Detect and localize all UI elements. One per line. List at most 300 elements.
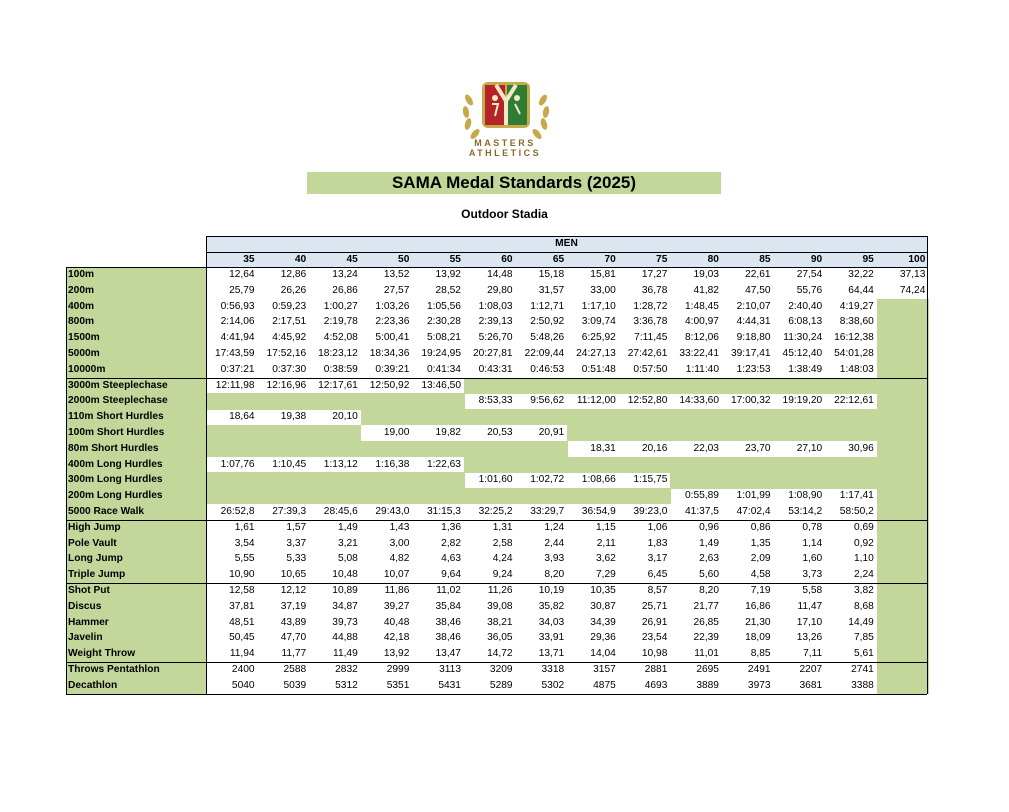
table-cell: 33:22,41 [679,348,719,359]
event-label: Javelin [68,632,103,644]
table-cell: 2,58 [492,537,513,549]
age-header: 65 [552,253,565,265]
table-cell: 32,22 [848,269,874,280]
table-cell: 1:13,12 [323,458,358,470]
empty-cell-fill [309,488,361,504]
empty-cell-fill [412,409,464,425]
table-cell: 54:01,28 [834,348,874,359]
table-cell: 1:15,75 [633,474,668,486]
table-cell: 12,64 [229,269,255,280]
table-cell: 12,86 [280,269,307,280]
table-cell: 4:44,31 [736,316,771,328]
header-top-line [206,236,927,237]
empty-cell-fill [722,425,774,441]
age-header: 95 [862,253,874,265]
table-cell: 1,24 [544,521,565,533]
empty-cell-fill [670,425,722,441]
table-cell: 12:50,92 [369,379,410,391]
empty-cell-fill [206,441,258,457]
empty-cell-fill [877,330,929,346]
empty-cell-fill [877,425,929,441]
table-cell: 10,48 [332,569,358,581]
empty-cell-fill [877,599,929,615]
table-cell: 7,19 [750,585,771,596]
empty-cell-fill [516,488,568,504]
table-cell: 1:07,76 [220,458,255,470]
empty-cell-fill [412,393,464,409]
table-cell: 20,10 [332,411,358,423]
empty-cell-fill [722,378,774,394]
table-cell: 5039 [283,679,307,691]
empty-cell-fill [825,378,877,394]
table-cell: 12,58 [229,585,255,596]
event-label: Hammer [68,616,109,628]
table-cell: 2207 [799,664,823,675]
empty-cell-fill [619,409,671,425]
table-cell: 2,63 [699,553,719,565]
table-cell: 0:39:21 [375,363,410,375]
table-cell: 6:25,92 [581,332,616,344]
empty-cell-fill [774,409,826,425]
table-cell: 17,10 [796,616,823,628]
empty-cell-fill [774,472,826,488]
table-cell: 3209 [489,664,513,675]
table-cell: 11,86 [384,585,410,596]
empty-cell-fill [464,409,516,425]
table-cell: 7,29 [595,569,616,581]
table-cell: 18,31 [590,442,616,454]
event-label: 400m Long Hurdles [68,458,163,470]
table-cell: 5,60 [699,569,719,581]
table-cell: 1:03,26 [375,300,410,312]
table-cell: 5351 [386,679,410,691]
table-cell: 5,58 [802,585,823,596]
event-label: High Jump [68,521,121,533]
empty-cell-fill [722,409,774,425]
table-cell: 1:00,27 [323,300,358,312]
table-cell: 2741 [851,664,874,675]
table-cell: 0:59,23 [272,300,307,312]
table-cell: 1,61 [234,521,255,533]
table-cell: 3,17 [647,553,668,565]
page-title: SAMA Medal Standards (2025) [307,172,721,194]
table-right-line [927,236,928,694]
age-header: 35 [243,253,255,265]
table-cell: 19,03 [693,269,719,280]
table-cell: 9,64 [441,569,461,581]
table-cell: 15,81 [590,269,616,280]
empty-cell-fill [516,378,568,394]
table-cell: 9:56,62 [530,395,565,407]
table-cell: 2,82 [441,537,461,549]
table-cell: 25,71 [641,600,668,612]
table-cell: 0:43:31 [478,363,513,375]
event-label: 110m Short Hurdles [68,411,164,423]
table-cell: 5302 [541,679,565,691]
table-cell: 11,01 [694,648,719,660]
table-cell: 33:29,7 [530,506,565,517]
table-cell: 4:45,92 [272,332,307,344]
event-label: 10000m [68,363,106,375]
table-cell: 34,03 [538,616,565,628]
empty-cell-fill [877,646,929,662]
table-cell: 58:50,2 [839,506,874,517]
age-header: 55 [449,253,461,265]
table-cell: 9,24 [492,569,513,581]
table-cell: 0:56,93 [220,300,255,312]
empty-cell-fill [464,457,516,473]
table-cell: 1,49 [699,537,719,549]
table-cell: 1:17,41 [839,490,874,502]
table-cell: 19:24,95 [421,348,461,359]
age-header: 50 [398,253,410,265]
empty-cell-fill [412,488,464,504]
table-cell: 47:02,4 [736,506,771,517]
table-cell: 53:14,2 [788,506,823,517]
event-label: 400m [68,300,95,312]
empty-cell-fill [877,504,929,520]
empty-cell-fill [825,472,877,488]
table-cell: 19,38 [280,411,307,423]
table-cell: 3113 [439,664,461,675]
table-cell: 18,09 [745,632,771,644]
empty-cell-fill [309,441,361,457]
empty-cell-fill [825,457,877,473]
table-cell: 20:27,81 [472,348,513,359]
empty-cell-fill [670,409,722,425]
empty-cell-fill [206,393,258,409]
table-cell: 1:12,71 [530,300,565,312]
table-cell: 1,83 [647,537,668,549]
table-cell: 1:48,45 [684,300,719,312]
table-cell: 0:37:21 [220,363,255,375]
table-cell: 1,57 [286,521,307,533]
empty-cell-fill [258,393,310,409]
table-cell: 8,20 [699,585,719,596]
empty-cell-fill [877,378,929,394]
table-cell: 13,24 [332,269,358,280]
empty-cell-fill [670,378,722,394]
table-cell: 39,27 [383,600,410,612]
table-cell: 25,79 [229,284,255,296]
table-cell: 27,10 [796,442,823,454]
table-cell: 0,69 [853,521,874,533]
table-cell: 2,24 [853,569,874,581]
table-cell: 16,86 [745,600,771,612]
table-cell: 19,82 [435,427,461,438]
empty-cell-fill [412,472,464,488]
empty-cell-fill [206,488,258,504]
table-cell: 14:33,60 [679,395,719,407]
empty-cell-fill [619,457,671,473]
page-subtitle: Outdoor Stadia [461,207,548,221]
empty-cell-fill [567,488,619,504]
table-cell: 44,88 [332,632,358,644]
table-cell: 0:38:59 [323,363,358,375]
table-cell: 4,63 [441,553,461,565]
group-divider [66,662,927,663]
table-cell: 36,05 [487,632,513,644]
table-cell: 37,19 [280,600,307,612]
empty-cell-fill [516,441,568,457]
table-cell: 5:26,70 [478,332,513,344]
table-cell: 18:34,36 [369,348,410,359]
table-cell: 11:12,00 [576,395,616,407]
table-cell: 13,92 [435,269,461,280]
table-cell: 0:55,89 [684,490,719,502]
table-cell: 41:37,5 [684,506,719,517]
table-cell: 1,36 [441,521,461,533]
table-cell: 4:41,94 [220,332,255,344]
table-cell: 4:00,97 [684,316,719,328]
table-cell: 10,89 [332,585,358,596]
empty-cell-fill [258,472,310,488]
header-mid-line [206,252,927,253]
empty-cell-fill [877,520,929,536]
event-label: 2000m Steeplechase [68,395,168,407]
table-cell: 4875 [593,679,616,691]
table-cell: 1:01,60 [478,474,513,486]
table-cell: 3157 [593,664,616,675]
table-cell: 3:09,74 [581,316,616,328]
table-cell: 5431 [438,679,461,691]
table-cell: 27,57 [383,284,410,296]
table-cell: 3,62 [595,553,616,565]
table-cell: 33,00 [590,284,616,296]
table-cell: 33,91 [538,632,565,644]
table-cell: 47,70 [280,632,307,644]
empty-cell-fill [619,488,671,504]
table-cell: 34,87 [332,600,358,612]
table-cell: 11,49 [333,648,358,660]
table-cell: 8:53,33 [478,395,513,407]
empty-cell-fill [877,409,929,425]
table-cell: 6,45 [647,569,668,581]
table-cell: 1:01,99 [736,490,771,502]
table-cell: 26,86 [332,284,358,296]
table-cell: 27,54 [796,269,823,280]
table-cell: 1:08,66 [581,474,616,486]
event-label: 100m [68,269,95,280]
event-label: 5000 Race Walk [68,506,145,517]
event-label: 3000m Steeplechase [68,379,168,391]
table-cell: 17:52,16 [266,348,307,359]
table-cell: 22:09,44 [524,348,565,359]
table-cell: 0:51:48 [581,363,616,375]
table-cell: 28:45,6 [323,506,358,517]
table-cell: 24:27,13 [576,348,616,359]
table-cell: 38,46 [435,616,461,628]
table-cell: 35,82 [538,600,565,612]
table-cell: 39,08 [487,600,513,612]
table-cell: 0,96 [699,521,719,533]
empty-cell-fill [361,409,413,425]
empty-cell-fill [877,630,929,646]
event-label: Triple Jump [68,569,126,581]
table-cell: 18,64 [229,411,255,423]
table-cell: 4:19,27 [839,300,874,312]
table-cell: 22,61 [745,269,771,280]
table-cell: 1:22,63 [426,458,461,470]
table-cell: 13,52 [383,269,410,280]
table-cell: 17:43,59 [214,348,255,359]
empty-cell-fill [722,457,774,473]
table-cell: 2400 [231,664,255,675]
table-cell: 10,90 [229,569,255,581]
empty-cell-fill [774,457,826,473]
table-cell: 0:46:53 [530,363,565,375]
event-label: 800m [68,316,95,328]
table-cell: 2588 [283,664,307,675]
table-cell: 38,21 [487,616,513,628]
empty-cell-fill [774,378,826,394]
empty-cell-fill [516,457,568,473]
table-cell: 1,06 [647,521,668,533]
table-cell: 32:25,2 [478,506,513,517]
table-cell: 17,27 [641,269,668,280]
table-cell: 0,92 [853,537,874,549]
empty-cell-fill [877,457,929,473]
table-cell: 29,80 [487,284,513,296]
label-right-line [206,236,207,694]
table-cell: 21,30 [745,616,771,628]
event-label: Shot Put [68,585,110,596]
group-divider [66,583,927,584]
table-cell: 10,65 [280,569,307,581]
event-label: Discus [68,600,102,612]
empty-cell-fill [877,472,929,488]
table-cell: 43,89 [280,616,307,628]
table-cell: 0:41:34 [426,363,461,375]
table-cell: 38,46 [435,632,461,644]
age-header: 100 [908,253,926,265]
table-cell: 6:08,13 [788,316,823,328]
table-cell: 17:00,32 [730,395,771,407]
table-cell: 26:52,8 [220,506,255,517]
table-cell: 39,73 [332,616,358,628]
table-cell: 13,26 [796,632,823,644]
table-cell: 31:15,3 [426,506,461,517]
table-cell: 1:11:40 [685,363,719,375]
men-header: MEN [555,238,578,250]
table-cell: 10,35 [590,585,616,596]
empty-cell-fill [258,425,310,441]
empty-cell-fill [361,472,413,488]
table-cell: 29,36 [590,632,616,644]
table-cell: 1:48:03 [839,363,874,375]
empty-cell-fill [619,425,671,441]
table-cell: 1:23:53 [736,363,771,375]
table-cell: 5040 [231,679,255,691]
table-cell: 1,10 [853,553,874,565]
table-cell: 12:52,80 [627,395,668,407]
table-cell: 7,85 [853,632,874,644]
table-cell: 9:18,80 [736,332,771,344]
table-cell: 27:39,3 [272,506,307,517]
table-cell: 19:19,20 [782,395,823,407]
table-cell: 10,07 [383,569,410,581]
empty-cell-fill [412,441,464,457]
table-cell: 23,70 [745,442,771,454]
table-cell: 14,49 [848,616,874,628]
table-cell: 2,11 [596,537,616,549]
table-cell: 22,39 [693,632,719,644]
table-cell: 2:40,40 [788,300,823,312]
table-cell: 2:19,78 [323,316,358,328]
table-cell: 2:17,51 [272,316,307,328]
table-cell: 11:30,24 [783,332,823,344]
table-cell: 11,47 [797,600,823,612]
table-cell: 74,24 [899,284,926,296]
table-cell: 8,68 [853,600,874,612]
empty-cell-fill [361,393,413,409]
age-header: 85 [759,253,771,265]
table-cell: 3,21 [337,537,358,549]
table-cell: 0:37:30 [272,363,307,375]
table-cell: 2,44 [544,537,565,549]
table-cell: 5,55 [234,553,255,565]
empty-cell-fill [258,441,310,457]
empty-cell-fill [877,662,929,678]
table-cell: 3318 [541,664,565,675]
table-cell: 14,72 [487,648,513,660]
empty-cell-fill [567,378,619,394]
table-cell: 13,92 [383,648,410,660]
table-cell: 4693 [644,679,668,691]
event-label: 200m [68,284,95,296]
table-cell: 11,77 [281,648,307,660]
table-cell: 3,37 [286,537,307,549]
table-cell: 2:30,28 [426,316,461,328]
table-cell: 22:12,61 [834,395,874,407]
table-cell: 2:23,36 [375,316,410,328]
logo-text: MASTERS ATHLETICS [468,138,542,158]
table-cell: 2881 [644,664,668,675]
table-cell: 26,91 [641,616,668,628]
table-cell: 7:11,45 [634,332,668,344]
table-cell: 21,77 [693,600,719,612]
table-cell: 5,08 [337,553,358,565]
table-cell: 5,33 [286,553,307,565]
table-cell: 5312 [335,679,358,691]
event-label: Pole Vault [68,537,117,549]
empty-cell-fill [877,678,929,694]
group-divider [66,520,927,521]
event-label: Weight Throw [68,648,136,660]
table-cell: 18:23,12 [318,348,358,359]
table-cell: 1:10,45 [272,458,307,470]
table-cell: 23,54 [641,632,668,644]
table-cell: 13,71 [538,648,565,660]
table-cell: 1,15 [595,521,616,533]
table-cell: 4,24 [492,553,513,565]
table-cell: 5:00,41 [375,332,410,344]
table-cell: 1,49 [337,521,358,533]
empty-cell-fill [877,536,929,552]
table-cell: 12:11,98 [215,379,255,391]
table-cell: 0,86 [750,521,771,533]
table-cell: 10,98 [641,648,668,660]
table-cell: 22,03 [693,442,719,454]
empty-cell-fill [464,378,516,394]
table-bottom-line [66,694,927,695]
table-cell: 1:08,90 [788,490,823,502]
table-cell: 47,50 [745,284,771,296]
table-cell: 5289 [489,679,513,691]
event-label: 300m Long Hurdles [68,474,163,486]
empty-cell-fill [722,472,774,488]
event-label: 80m Short Hurdles [68,442,159,454]
